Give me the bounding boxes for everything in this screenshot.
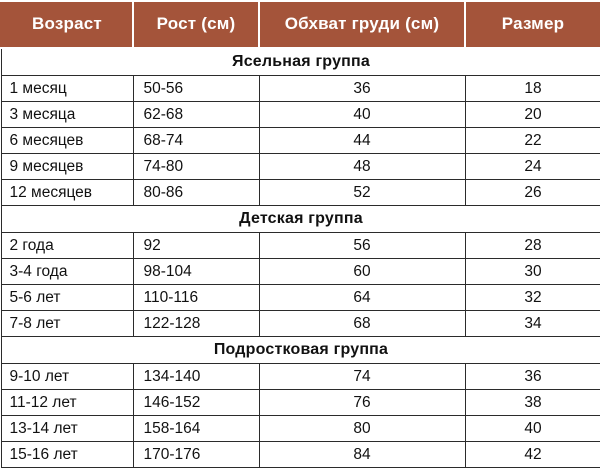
cell-age: 12 месяцев: [1, 180, 133, 206]
cell-size: 32: [465, 285, 600, 311]
table-row: [1, 416, 600, 442]
cell-age: 9-10 лет: [1, 364, 133, 390]
cell-chest: 80: [259, 416, 465, 442]
cell-height: 158-164: [133, 416, 259, 442]
cell-size: 42: [465, 442, 600, 468]
table-row: [1, 154, 600, 180]
group-title: Детская группа: [1, 206, 600, 233]
cell-size: 28: [465, 233, 600, 259]
cell-height: 110-116: [133, 285, 259, 311]
group-title-row: [1, 206, 600, 233]
cell-age: 7-8 лет: [1, 311, 133, 337]
cell-chest: 68: [259, 311, 465, 337]
cell-height: 170-176: [133, 442, 259, 468]
cell-chest: 84: [259, 442, 465, 468]
cell-height: 68-74: [133, 128, 259, 154]
cell-size: 22: [465, 128, 600, 154]
cell-age: 13-14 лет: [1, 416, 133, 442]
cell-chest: 76: [259, 390, 465, 416]
cell-height: 146-152: [133, 390, 259, 416]
cell-age: 2 года: [1, 233, 133, 259]
cell-age: 11-12 лет: [1, 390, 133, 416]
cell-age: 6 месяцев: [1, 128, 133, 154]
cell-age: 5-6 лет: [1, 285, 133, 311]
group-title-row: [1, 337, 600, 364]
cell-chest: 56: [259, 233, 465, 259]
cell-age: 1 месяц: [1, 76, 133, 102]
table-row: [1, 233, 600, 259]
table-row: [1, 442, 600, 468]
cell-age: 3-4 года: [1, 259, 133, 285]
table-row: [1, 311, 600, 337]
cell-height: 50-56: [133, 76, 259, 102]
cell-chest: 64: [259, 285, 465, 311]
cell-height: 80-86: [133, 180, 259, 206]
cell-size: 20: [465, 102, 600, 128]
table-row: [1, 102, 600, 128]
cell-chest: 44: [259, 128, 465, 154]
table-row: [1, 390, 600, 416]
cell-chest: 48: [259, 154, 465, 180]
cell-age: 15-16 лет: [1, 442, 133, 468]
column-header-height: Рост (см): [133, 1, 259, 48]
table-header: [1, 1, 600, 48]
cell-height: 98-104: [133, 259, 259, 285]
cell-size: 18: [465, 76, 600, 102]
cell-size: 34: [465, 311, 600, 337]
group-title: Ясельная группа: [1, 48, 600, 76]
table-row: [1, 128, 600, 154]
cell-height: 62-68: [133, 102, 259, 128]
cell-chest: 74: [259, 364, 465, 390]
group-title-row: [1, 48, 600, 76]
table-body: [1, 48, 600, 468]
table-row: [1, 180, 600, 206]
cell-height: 92: [133, 233, 259, 259]
cell-size: 40: [465, 416, 600, 442]
table-row: [1, 364, 600, 390]
cell-size: 36: [465, 364, 600, 390]
cell-chest: 52: [259, 180, 465, 206]
group-title: Подростковая группа: [1, 337, 600, 364]
cell-size: 38: [465, 390, 600, 416]
cell-height: 74-80: [133, 154, 259, 180]
cell-chest: 60: [259, 259, 465, 285]
cell-chest: 36: [259, 76, 465, 102]
cell-age: 9 месяцев: [1, 154, 133, 180]
column-header-size: Размер: [465, 1, 600, 48]
table-row: [1, 76, 600, 102]
cell-height: 122-128: [133, 311, 259, 337]
column-header-chest: Обхват груди (см): [259, 1, 465, 48]
cell-size: 26: [465, 180, 600, 206]
cell-height: 134-140: [133, 364, 259, 390]
cell-age: 3 месяца: [1, 102, 133, 128]
cell-size: 24: [465, 154, 600, 180]
column-header-age: Возраст: [1, 1, 133, 48]
table-row: [1, 285, 600, 311]
cell-size: 30: [465, 259, 600, 285]
cell-chest: 40: [259, 102, 465, 128]
table-row: [1, 259, 600, 285]
header-row: [1, 1, 600, 48]
